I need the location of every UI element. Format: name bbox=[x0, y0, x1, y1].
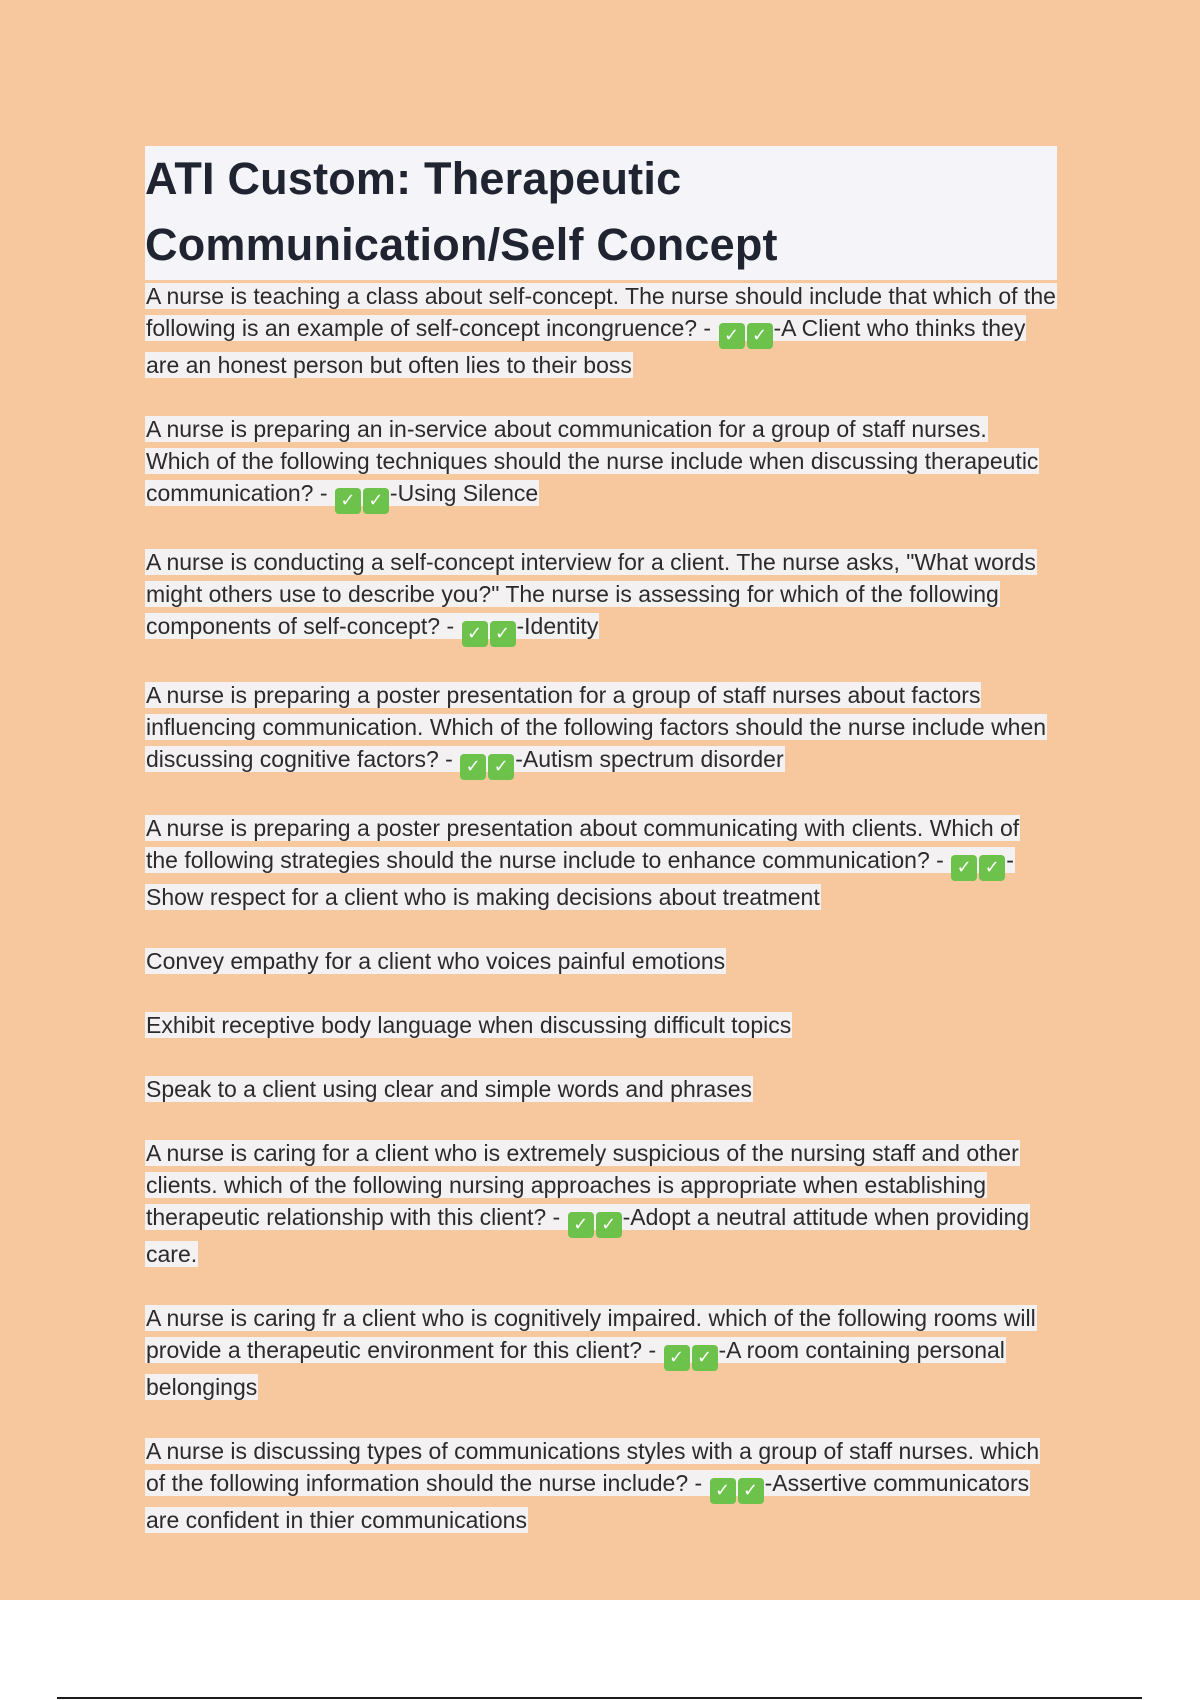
check-mark-icon: ✓ bbox=[462, 621, 488, 647]
title-block bbox=[145, 146, 1057, 280]
check-mark-icon: ✓ bbox=[596, 1212, 622, 1238]
question-text: A nurse is preparing a poster presentation for a group of staff nurses about factors influencing communication. Which of the following factors should the nurse include when discussing cognitive factors? - bbox=[146, 682, 1047, 772]
answer-text: -Show respect for a client who is making decisions about treatment bbox=[146, 847, 1014, 910]
highlighted-text bbox=[145, 1438, 1040, 1533]
highlighted-text bbox=[145, 1305, 1037, 1400]
list-item bbox=[145, 1073, 1057, 1105]
check-mark-icon: ✓ bbox=[488, 754, 514, 780]
item-text: Speak to a client using clear and simple words and phrases bbox=[146, 1076, 753, 1102]
answer-text: -A room containing personal belongings bbox=[146, 1337, 1005, 1400]
highlighted-text bbox=[145, 283, 1057, 378]
highlighted-text bbox=[145, 815, 1020, 910]
question-text: A nurse is caring fr a client who is cognitively impaired. which of the following rooms will provide a therapeutic environment for this client? - bbox=[146, 1305, 1036, 1363]
check-mark-icon: ✓ bbox=[335, 488, 361, 514]
check-mark-icon: ✓ bbox=[363, 488, 389, 514]
highlighted-text bbox=[145, 1012, 792, 1038]
answer-text: -Assertive communicators are confident in thier communications bbox=[146, 1470, 1030, 1533]
qa-item bbox=[145, 1137, 1057, 1270]
answer-text: -Adopt a neutral attitude when providing care. bbox=[146, 1204, 1030, 1267]
question-text: A nurse is caring for a client who is extremely suspicious of the nursing staff and other clients. which of the following nursing approaches is appropriate when establishing therapeutic relationship with this client? - bbox=[146, 1140, 1019, 1230]
document-content bbox=[145, 146, 1057, 1568]
qa-item bbox=[145, 679, 1057, 780]
list-item bbox=[145, 1009, 1057, 1041]
check-mark-icon: ✓ bbox=[710, 1478, 736, 1504]
question-text: A nurse is discussing types of communications styles with a group of staff nurses. which of the following information should the nurse include? - bbox=[146, 1438, 1040, 1496]
check-mark-icon: ✓ bbox=[951, 855, 977, 881]
footer-divider bbox=[57, 1697, 1142, 1699]
answer-text: -Identity bbox=[516, 613, 599, 639]
check-mark-icon: ✓ bbox=[460, 754, 486, 780]
check-mark-icon: ✓ bbox=[738, 1478, 764, 1504]
document-title bbox=[145, 146, 1057, 278]
highlighted-text bbox=[145, 549, 1037, 644]
item-text: Exhibit receptive body language when discussing difficult topics bbox=[146, 1012, 792, 1038]
check-mark-icon: ✓ bbox=[719, 323, 745, 349]
check-mark-icon: ✓ bbox=[490, 621, 516, 647]
qa-item bbox=[145, 812, 1057, 913]
highlighted-text bbox=[145, 416, 1039, 511]
qa-item bbox=[145, 546, 1057, 647]
qa-item bbox=[145, 280, 1057, 381]
check-mark-icon: ✓ bbox=[979, 855, 1005, 881]
highlighted-text bbox=[145, 948, 726, 974]
answer-text: -Using Silence bbox=[389, 480, 539, 506]
question-text: A nurse is preparing a poster presentation about communicating with clients. Which of the following strategies should the nurse include to enhance communication? - bbox=[146, 815, 1020, 873]
qa-item bbox=[145, 1302, 1057, 1403]
qa-item bbox=[145, 1435, 1057, 1536]
check-mark-icon: ✓ bbox=[664, 1345, 690, 1371]
list-item bbox=[145, 945, 1057, 977]
answer-text: -Autism spectrum disorder bbox=[515, 746, 784, 772]
answer-text: -A Client who thinks they are an honest person but often lies to their boss bbox=[146, 315, 1026, 378]
check-mark-icon: ✓ bbox=[568, 1212, 594, 1238]
check-mark-icon: ✓ bbox=[692, 1345, 718, 1371]
title-line-2: Communication/Self Concept bbox=[145, 219, 778, 270]
qa-list bbox=[145, 280, 1057, 1536]
highlighted-text bbox=[145, 682, 1047, 777]
qa-item bbox=[145, 413, 1057, 514]
highlighted-text bbox=[145, 1140, 1030, 1267]
item-text: Convey empathy for a client who voices painful emotions bbox=[146, 948, 726, 974]
question-text: A nurse is preparing an in-service about communication for a group of staff nurses. Which of the following techniques should the nurse include when discussing therapeutic communication? - bbox=[146, 416, 1039, 506]
question-text: A nurse is conducting a self-concept interview for a client. The nurse asks, "What words might others use to describe you?" The nurse is assessing for which of the following components of self-concept? - bbox=[146, 549, 1036, 639]
highlighted-text bbox=[145, 1076, 753, 1102]
title-line-1: ATI Custom: Therapeutic bbox=[145, 153, 682, 204]
check-mark-icon: ✓ bbox=[747, 323, 773, 349]
question-text: A nurse is teaching a class about self-concept. The nurse should include that which of the following is an example of self-concept incongruence? - bbox=[146, 283, 1056, 341]
